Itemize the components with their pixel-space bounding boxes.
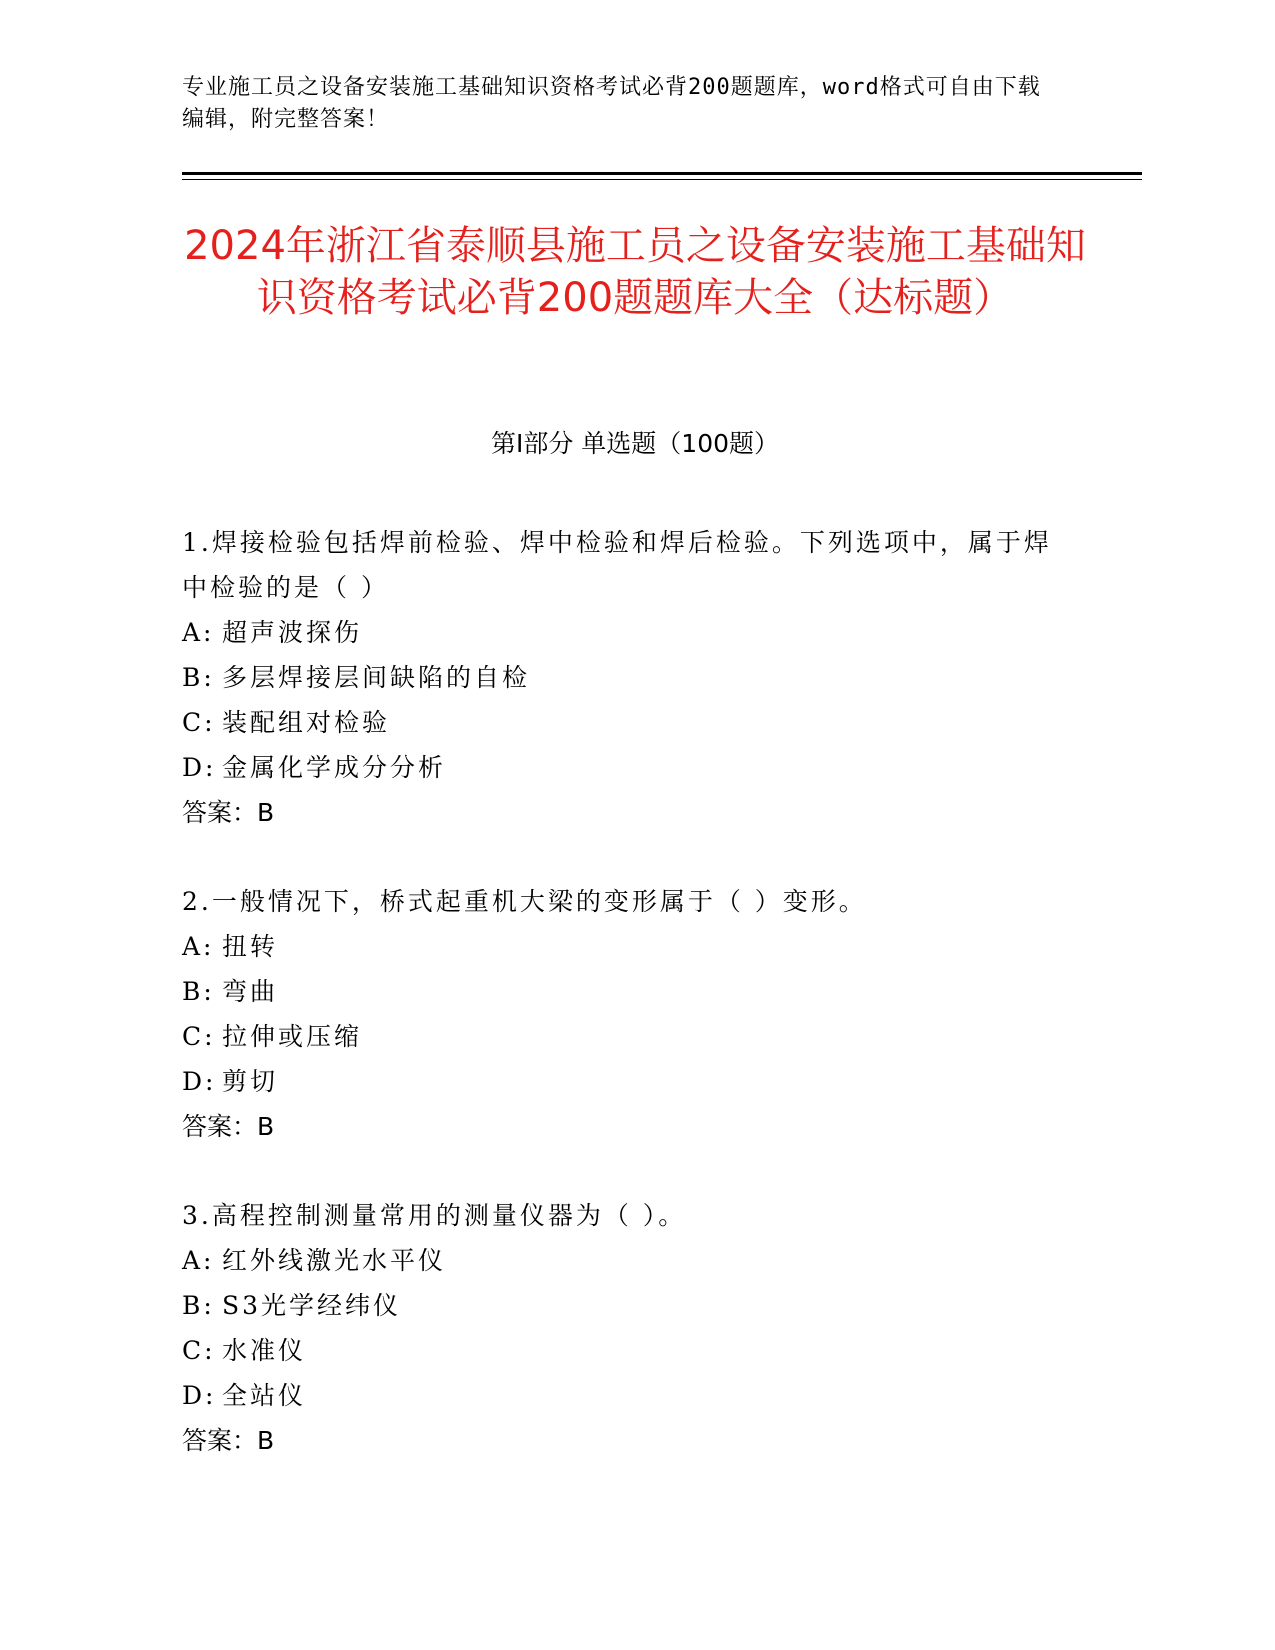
option-b <box>182 969 1062 1014</box>
option-key: A: <box>182 932 215 961</box>
header-note: 专业施工员之设备安装施工基础知识资格考试必背200题题库，word格式可自由下载编辑，附完整答案！ <box>182 75 1041 132</box>
answer: 答案：B <box>182 1426 275 1455</box>
option-key: D: <box>182 1381 217 1410</box>
option-d <box>182 1373 1062 1418</box>
option-key: B: <box>182 977 215 1006</box>
answer: 答案：B <box>182 1112 275 1141</box>
option-c <box>182 1014 1062 1059</box>
question-3 <box>182 1193 1062 1463</box>
option-key: B: <box>182 663 215 692</box>
option-text: 多层焊接层间缺陷的自检 <box>222 663 531 692</box>
option-text: 水准仪 <box>222 1336 307 1365</box>
option-key: C: <box>182 708 216 737</box>
question-stem: 2.一般情况下，桥式起重机大梁的变形属于（ ）变形。 <box>182 887 867 916</box>
option-b <box>182 655 1062 700</box>
question-stem: 3.高程控制测量常用的测量仪器为（ ）。 <box>182 1201 687 1230</box>
option-c <box>182 1328 1062 1373</box>
option-text: 红外线激光水平仪 <box>222 1246 447 1275</box>
option-key: A: <box>182 1246 215 1275</box>
option-key: B: <box>182 1291 215 1320</box>
option-c <box>182 700 1062 745</box>
header-rule-thick <box>182 172 1142 175</box>
option-d <box>182 745 1062 790</box>
question-stem: 1.焊接检验包括焊前检验、焊中检验和焊后检验。下列选项中，属于焊中检验的是（ ） <box>182 528 1052 602</box>
question-list <box>182 520 1062 1507</box>
option-a <box>182 924 1062 969</box>
option-text: 剪切 <box>222 1067 279 1096</box>
option-text: 扭转 <box>222 932 279 961</box>
document-title: 2024年浙江省泰顺县施工员之设备安装施工基础知识资格考试必背200题题库大全（达标题） <box>184 223 1086 321</box>
header-rule-thin <box>182 179 1142 180</box>
question-1 <box>182 520 1062 835</box>
option-text: 超声波探伤 <box>222 618 363 647</box>
option-text: 拉伸或压缩 <box>222 1022 363 1051</box>
section-title: 第Ⅰ部分 单选题（100题） <box>490 429 780 458</box>
option-key: C: <box>182 1336 216 1365</box>
option-key: D: <box>182 753 217 782</box>
option-text: 弯曲 <box>222 977 279 1006</box>
option-text: 全站仪 <box>222 1381 307 1410</box>
question-2 <box>182 879 1062 1149</box>
option-a <box>182 610 1062 655</box>
option-d <box>182 1059 1062 1104</box>
option-key: C: <box>182 1022 216 1051</box>
option-a <box>182 1238 1062 1283</box>
option-text: S3光学经纬仪 <box>222 1291 402 1320</box>
option-b <box>182 1283 1062 1328</box>
option-text: 金属化学成分分析 <box>222 753 447 782</box>
option-text: 装配组对检验 <box>222 708 391 737</box>
option-key: A: <box>182 618 215 647</box>
option-key: D: <box>182 1067 217 1096</box>
answer: 答案：B <box>182 798 275 827</box>
